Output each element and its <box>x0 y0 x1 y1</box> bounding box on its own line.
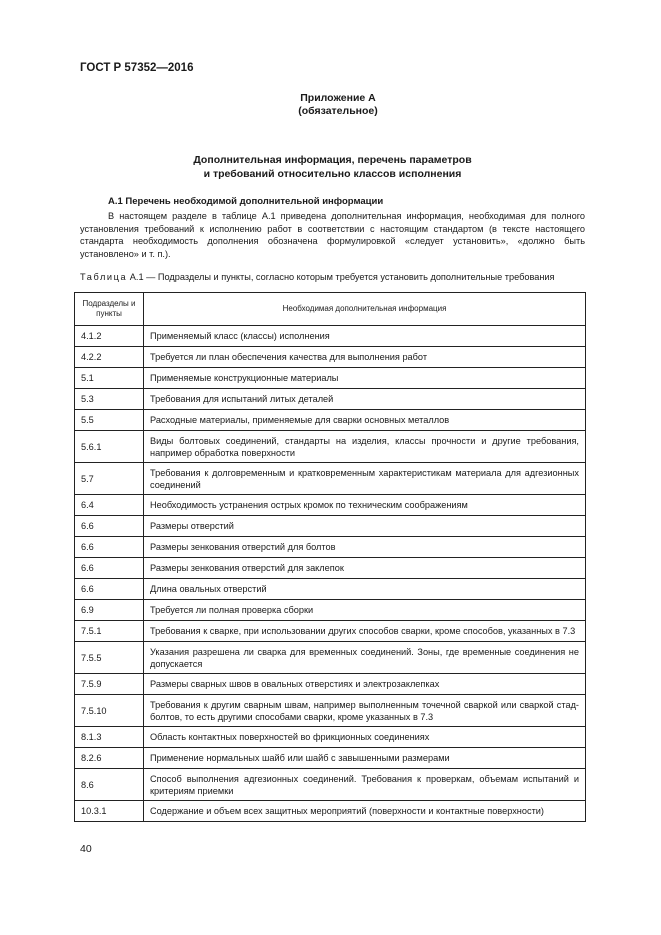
annex-main-title <box>80 153 585 181</box>
info-cell: Применяемые конструкционные материалы <box>144 368 586 389</box>
table-row <box>75 748 586 769</box>
table-row <box>75 516 586 537</box>
clause-cell: 8.6 <box>75 769 144 801</box>
clause-cell: 4.2.2 <box>75 347 144 368</box>
document-standard-number: ГОСТ Р 57352—2016 <box>80 62 194 74</box>
table-row <box>75 347 586 368</box>
intro-paragraph: В настоящем разделе в таблице А.1 приведена дополнительная информация, необходимая для полного установления требований к исполнению работ в соответствии с настоящим стандартом (в тексте настоящего стандарта необходимость дополнения обозначена формулировкой «следует установить», «должно быть установлено» и т. п.). <box>80 211 585 259</box>
requirements-table <box>74 292 586 822</box>
table-row <box>75 642 586 674</box>
clause-cell: 5.1 <box>75 368 144 389</box>
info-cell: Виды болтовых соединений, стандарты на изделия, классы прочности и другие требования, например обработка поверхности <box>144 431 586 463</box>
info-cell: Требования к сварке, при использовании других способов сварки, кроме способов, указанных в 7.3 <box>144 621 586 642</box>
clause-cell: 7.5.9 <box>75 674 144 695</box>
table-row <box>75 495 586 516</box>
clause-cell: 7.5.5 <box>75 642 144 674</box>
table-row <box>75 537 586 558</box>
table-row <box>75 579 586 600</box>
clause-cell: 7.5.1 <box>75 621 144 642</box>
clause-cell: 6.6 <box>75 537 144 558</box>
info-cell: Требования к долговременным и кратковременным характеристикам материала для адгезионных соединений <box>144 463 586 495</box>
table-row <box>75 326 586 347</box>
clause-cell: 5.7 <box>75 463 144 495</box>
annex-heading <box>80 92 585 118</box>
annex-main-title-line2: и требований относительно классов исполнения <box>203 168 462 180</box>
info-cell: Размеры сварных швов в овальных отверстиях и электрозаклепках <box>144 674 586 695</box>
table-row <box>75 558 586 579</box>
table-row <box>75 463 586 495</box>
clause-cell: 5.6.1 <box>75 431 144 463</box>
info-cell: Требования для испытаний литых деталей <box>144 389 586 410</box>
clause-cell: 8.2.6 <box>75 748 144 769</box>
info-cell: Область контактных поверхностей во фрикционных соединениях <box>144 727 586 748</box>
clause-cell: 6.6 <box>75 558 144 579</box>
clause-cell: 6.4 <box>75 495 144 516</box>
table-caption-text: А.1 — Подразделы и пункты, согласно которым требуется установить дополнительные требования <box>129 272 555 282</box>
intro-paragraph-block <box>80 210 585 260</box>
table-caption-label: Таблица <box>80 272 128 282</box>
table-row <box>75 368 586 389</box>
info-cell: Требуется ли полная проверка сборки <box>144 600 586 621</box>
table-row <box>75 431 586 463</box>
info-cell: Требуется ли план обеспечения качества для выполнения работ <box>144 347 586 368</box>
info-cell: Указания разрешена ли сварка для временных соединений. Зоны, где временные соединения не допускается <box>144 642 586 674</box>
table-caption <box>80 272 585 282</box>
info-cell: Применяемый класс (классы) исполнения <box>144 326 586 347</box>
table-row <box>75 695 586 727</box>
annex-subtitle: (обязательное) <box>298 105 378 117</box>
clause-cell: 7.5.10 <box>75 695 144 727</box>
table-row <box>75 621 586 642</box>
table-header-row <box>75 293 586 326</box>
info-cell: Размеры отверстий <box>144 516 586 537</box>
clause-cell: 6.9 <box>75 600 144 621</box>
clause-cell: 8.1.3 <box>75 727 144 748</box>
info-cell: Необходимость устранения острых кромок по техническим соображениям <box>144 495 586 516</box>
table-row <box>75 410 586 431</box>
clause-cell: 10.3.1 <box>75 801 144 822</box>
clause-cell: 6.6 <box>75 516 144 537</box>
clause-cell: 4.1.2 <box>75 326 144 347</box>
info-cell: Длина овальных отверстий <box>144 579 586 600</box>
info-cell: Содержание и объем всех защитных мероприятий (поверхности и контактные поверхности) <box>144 801 586 822</box>
clause-cell: 5.3 <box>75 389 144 410</box>
page-number: 40 <box>80 843 92 855</box>
table-row <box>75 674 586 695</box>
table-row <box>75 389 586 410</box>
column-header-clauses: Подразделы и пункты <box>75 293 144 326</box>
table-row <box>75 600 586 621</box>
annex-title: Приложение А <box>300 92 376 104</box>
table-row <box>75 801 586 822</box>
info-cell: Расходные материалы, применяемые для сварки основных металлов <box>144 410 586 431</box>
info-cell: Требования к другим сварным швам, например выполненным точечной сваркой или сваркой стад-болтов, то есть другими способами сварки, кроме указанных в 7.3 <box>144 695 586 727</box>
info-cell: Применение нормальных шайб или шайб с завышенными размерами <box>144 748 586 769</box>
info-cell: Размеры зенкования отверстий для заклепок <box>144 558 586 579</box>
section-heading: А.1 Перечень необходимой дополнительной информации <box>108 196 384 207</box>
column-header-info: Необходимая дополнительная информация <box>144 293 586 326</box>
table-row <box>75 727 586 748</box>
clause-cell: 5.5 <box>75 410 144 431</box>
clause-cell: 6.6 <box>75 579 144 600</box>
info-cell: Размеры зенкования отверстий для болтов <box>144 537 586 558</box>
info-cell: Способ выполнения адгезионных соединений. Требования к проверкам, объемам испытаний и критериям приемки <box>144 769 586 801</box>
annex-main-title-line1: Дополнительная информация, перечень параметров <box>193 154 472 166</box>
table-row <box>75 769 586 801</box>
